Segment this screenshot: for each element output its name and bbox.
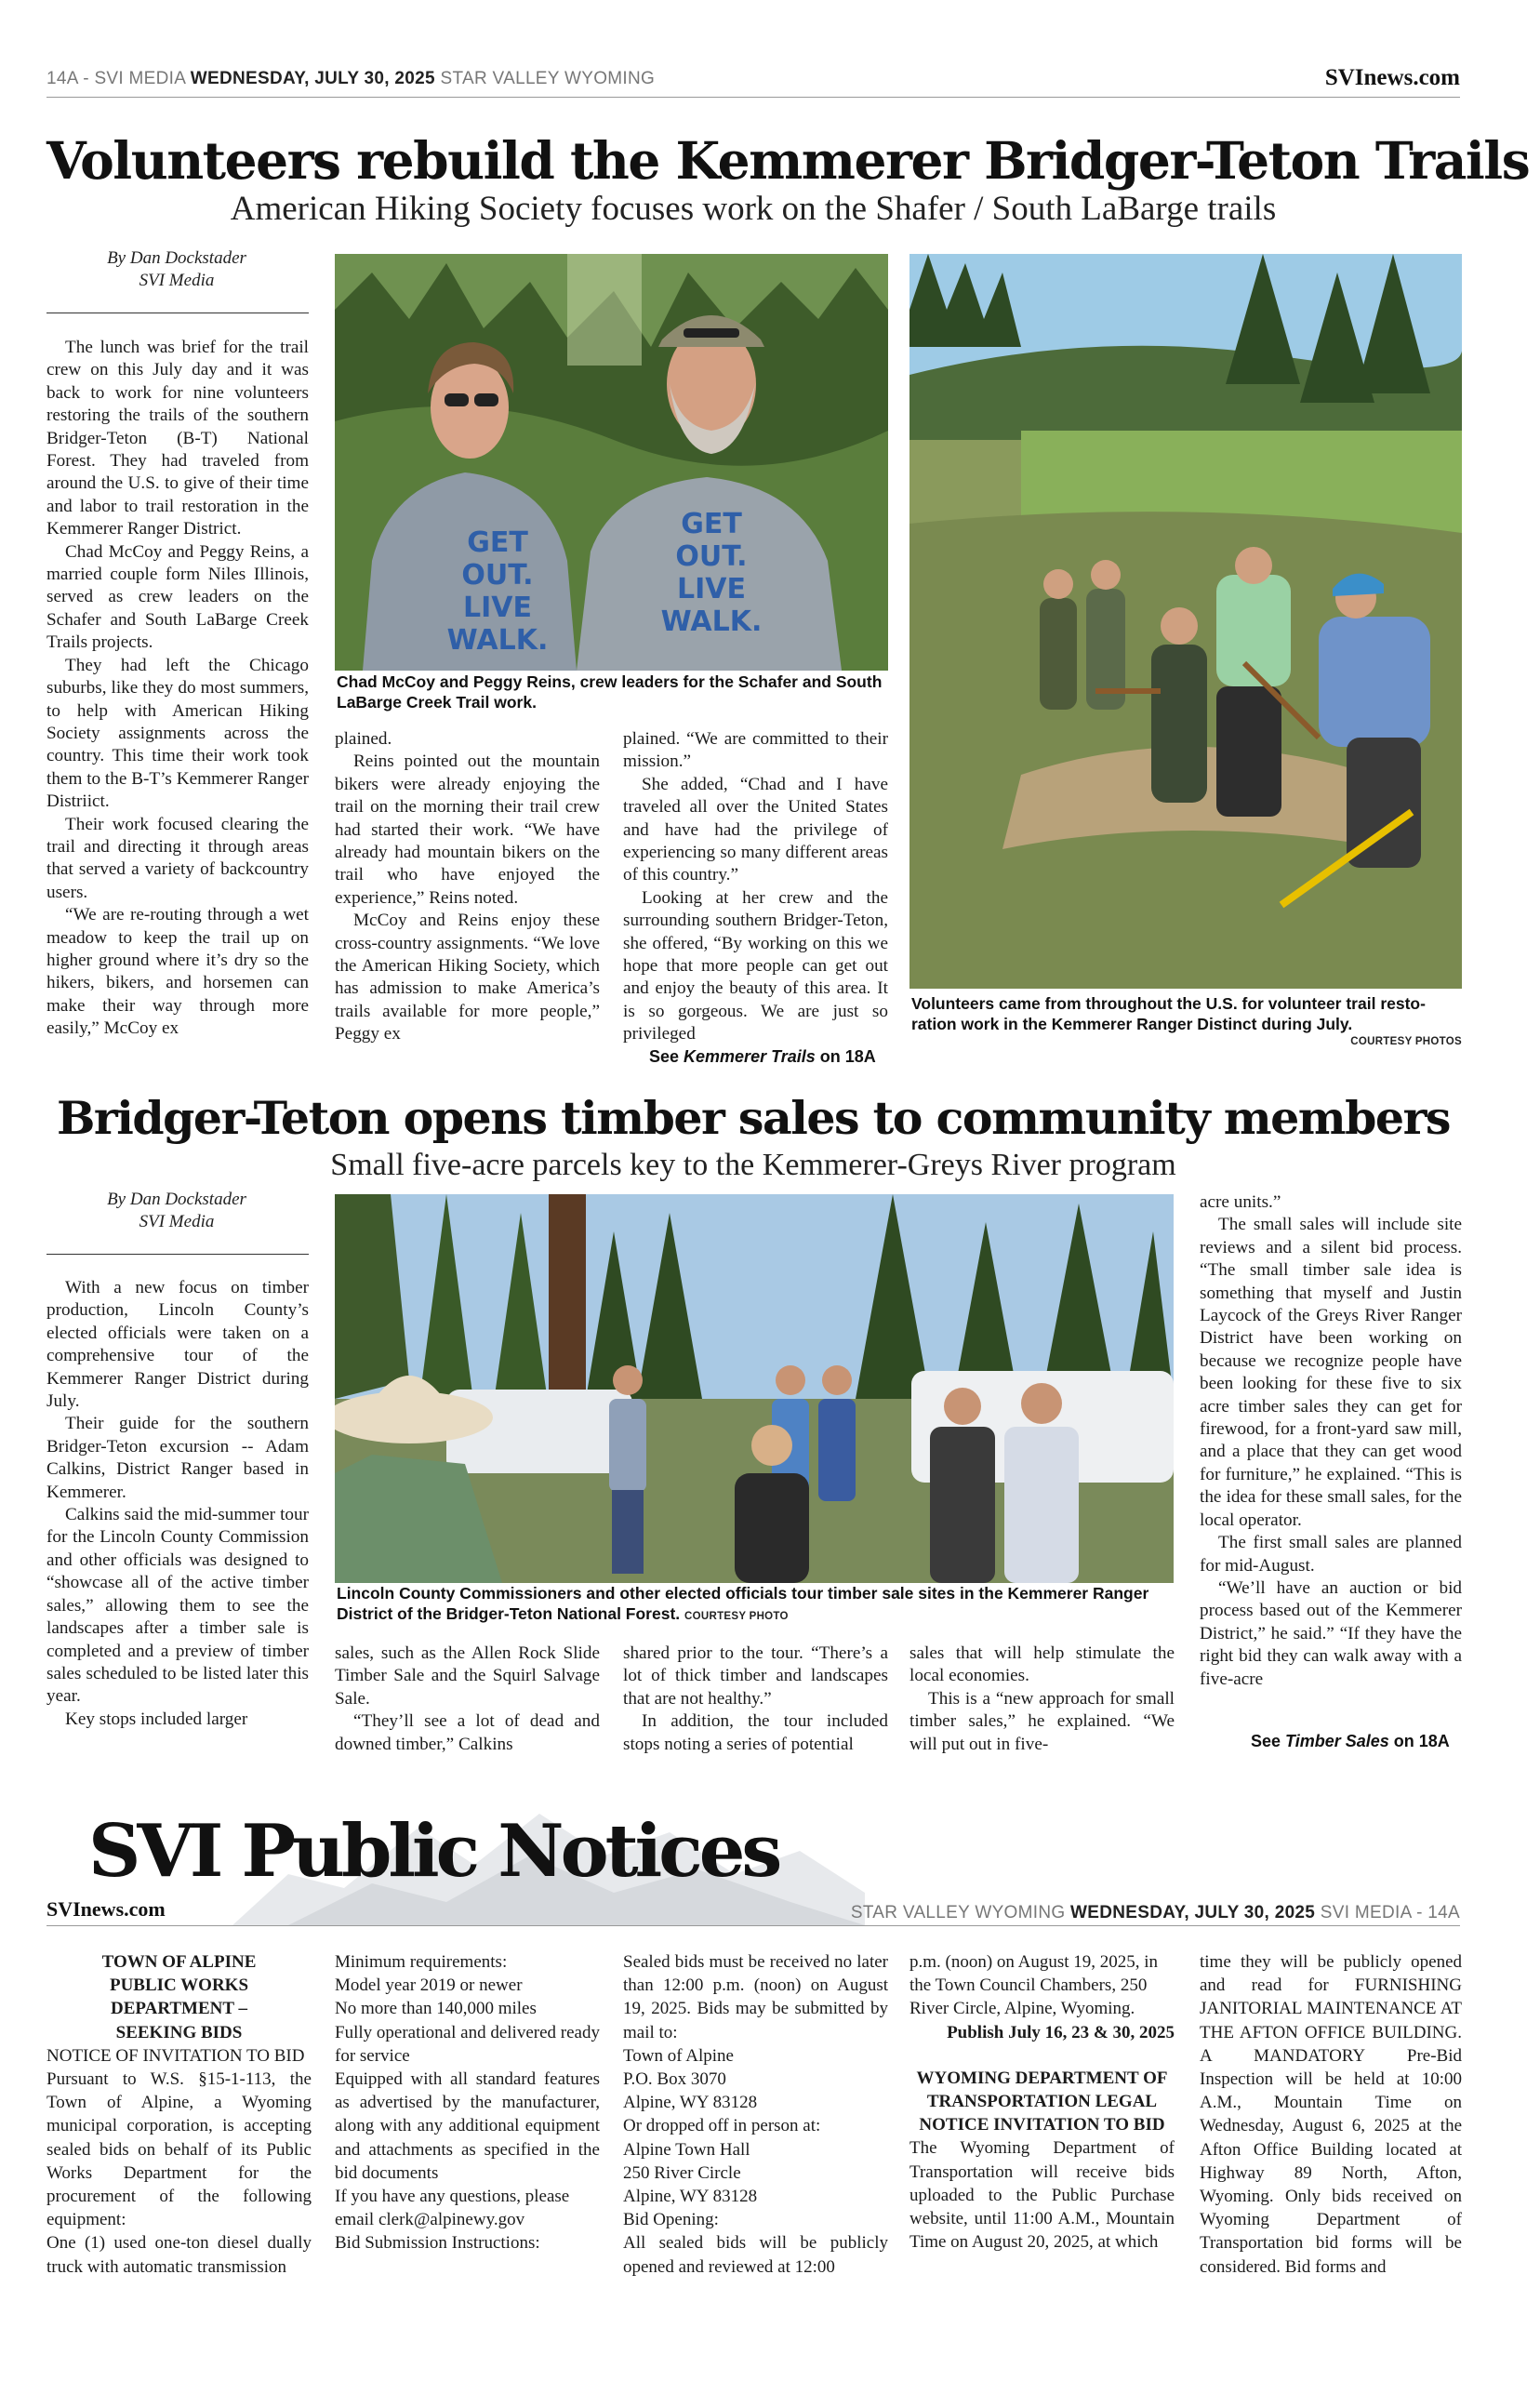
paragraph: With a new focus on timber production, Lincoln County’s elected officials were taken on a comprehensive tour of the Kemmerer Ranger District during July. xyxy=(46,1278,309,1412)
paragraph: She added, “Chad and I have traveled all over the United States and have had the privilege of experiencing so many different areas of this country.” xyxy=(623,774,888,885)
notice-paragraph: All sealed bids will be publicly opened and reviewed at 12:00 xyxy=(623,2233,888,2277)
story1-column-1 xyxy=(46,337,309,1041)
jump-prefix: See xyxy=(649,1047,684,1066)
photo-credit: COURTESY PHOTO xyxy=(684,1611,789,1622)
notice-paragraph: p.m. (noon) on August 19, 2025, in the Town Council Chambers, 250 River Circle, Alpine, Wyoming. xyxy=(909,1952,1159,2019)
folio-place: STAR VALLEY WYOMING xyxy=(440,69,656,88)
photo-timber-tour-caption xyxy=(337,1583,1174,1627)
paragraph: “We are re-routing through a wet meadow to keep the trail up on higher ground where it’s dry so the hikers, bikers, and horsemen can make their way through more easily,” McCoy ex xyxy=(46,905,309,1039)
notice-line: Alpine Town Hall xyxy=(623,2139,750,2160)
story1-subhead: American Hiking Society focuses work on the Shafer / South LaBarge trails xyxy=(230,190,1277,228)
paragraph: Calkins said the mid-summer tour for the Lincoln County Commission and other officials was designed to “showcase all of the active timber sales,” allowing them to see the landscapes after a timber sale is completed and a preview of timber sales scheduled to be listed later this year. xyxy=(46,1505,309,1707)
paragraph: McCoy and Reins enjoy these cross-country assignments. “We love the American Hiking Society, which has admission to make America’s trails available for more people,” Peggy ex xyxy=(335,911,600,1044)
photo-crew-leaders-caption: Chad McCoy and Peggy Reins, crew leaders for the Schafer and South LaBarge Creek Trail work. xyxy=(337,672,883,712)
notice-paragraph: time they will be publicly opened and read for FURNISHING JANITORIAL MAINTENANCE AT THE AFTON OFFICE BUILDING. A MANDATORY Pre-Bid Inspection will be held at 10:00 A.M., Mountain Time on Wednesday, August 6, 2025 at the Afton Office Building located at Highway 89 North, Afton, Wyoming. Only bids received on Wyoming Department of Transportation bid forms will be considered. Bid forms and xyxy=(1200,1952,1462,2277)
paragraph: “They’ll see a lot of dead and downed timber,” Calkins xyxy=(335,1711,600,1754)
story1-column-2 xyxy=(335,728,600,1046)
story2-headline: Bridger-Teton opens timber sales to community members xyxy=(57,1091,1450,1145)
paragraph: plained. xyxy=(335,729,392,749)
notice-line: Or dropped off in person at: xyxy=(623,2116,821,2136)
notice-paragraph: Equipped with all standard features as advertised by the manufacturer, along with any additional equipment and attachments as specified in the bid documents xyxy=(335,2069,600,2183)
notice-heading: TOWN OF ALPINE PUBLIC WORKS DEPARTMENT – SEEKING BIDS xyxy=(101,1952,257,2042)
paragraph: The lunch was brief for the trail crew on this July day and it was back to work for nine volunteers restoring the trails of the southern Bridger-Teton (B-T) National Forest. They had traveled from around the U.S. to give of their time and labor to trail restoration in the Kemmerer Ranger District. xyxy=(46,338,309,539)
paragraph: “We’ll have an auction or bid process based out of the Kemmerer District,” he said.” “If they have the right bid they can walk away with a five-acre xyxy=(1200,1577,1462,1689)
jump-suffix: on 18A xyxy=(815,1047,876,1066)
notice-line: If you have any questions, please email clerk@alpinewy.gov xyxy=(335,2187,570,2230)
notice-column-1 xyxy=(46,1950,312,2279)
public-notices-bar xyxy=(46,1897,1460,1926)
jump-prefix: See xyxy=(1251,1732,1286,1750)
photo-volunteers xyxy=(909,254,1462,989)
shirt-text-left-3: LIVE xyxy=(463,592,532,624)
story2-column-3 xyxy=(623,1643,888,1756)
notice-line: Alpine, WY 83128 xyxy=(623,2187,758,2207)
photo-crew-leaders xyxy=(335,254,888,671)
notice-line: Bid Submission Instructions: xyxy=(335,2233,540,2254)
notices-folio xyxy=(851,1903,1460,1923)
story1-column-3 xyxy=(623,728,888,1046)
notice-line: NOTICE OF INVITATION TO BID xyxy=(46,2045,305,2066)
byline-author: By Dan Dockstader xyxy=(107,248,246,268)
notice-column-5 xyxy=(1200,1950,1462,2279)
notice-column-3 xyxy=(623,1950,888,2279)
folio-date: WEDNESDAY, JULY 30, 2025 xyxy=(190,69,435,88)
story2-column-1 xyxy=(46,1277,309,1731)
notice-line: P.O. Box 3070 xyxy=(623,2069,726,2090)
byline-org: SVI Media xyxy=(139,271,215,290)
shirt-text-left-4: WALK. xyxy=(446,624,549,657)
photo-credit: COURTESY PHOTOS xyxy=(1350,1036,1462,1047)
notice-line: 250 River Circle xyxy=(623,2162,741,2183)
shirt-text-right-1: GET xyxy=(681,508,742,540)
notice-line: Alpine, WY 83128 xyxy=(623,2093,758,2113)
caption-text: Lincoln County Commissioners and other elected officials tour timber sale sites in the Kemmerer Ranger District of the Bridger-Teton National Forest. xyxy=(337,1584,1149,1623)
notice-line: Minimum requirements: xyxy=(335,1952,508,1972)
paragraph: shared prior to the tour. “There’s a lot of thick timber and landscapes that are not healthy.” xyxy=(623,1643,888,1709)
story1-byline xyxy=(46,247,307,292)
shirt-text-left-2: OUT. xyxy=(461,559,534,592)
byline-rule xyxy=(46,1254,309,1255)
shirt-text-left-1: GET xyxy=(467,526,528,559)
paragraph: In addition, the tour included stops noting a series of potential xyxy=(623,1711,888,1754)
paragraph: sales that will help stimulate the local economies. xyxy=(909,1643,1175,1686)
notices-site[interactable]: SVInews.com xyxy=(46,1897,166,1921)
story2-column-5 xyxy=(1200,1191,1462,1691)
notice-paragraph: The Wyoming Department of Transportation will receive bids uploaded to the Public Purchase website, until 11:00 A.M., Mountain Time on August 20, 2025, at which xyxy=(909,2138,1175,2253)
paragraph: acre units.” xyxy=(1200,1192,1281,1212)
shirt-text-right-4: WALK. xyxy=(660,605,763,638)
notice-column-4 xyxy=(909,1950,1175,2254)
notice-publish-dates: Publish July 16, 23 & 30, 2025 xyxy=(947,2022,1175,2042)
public-notices-title: SVI Public Notices xyxy=(88,1809,779,1894)
paragraph: Chad McCoy and Peggy Reins, a married couple form Niles Illinois, served as crew leaders on the Schafer and South LaBarge Creek Trails projects. xyxy=(46,541,309,653)
byline-author: By Dan Dockstader xyxy=(107,1190,246,1209)
story2-column-4 xyxy=(909,1643,1175,1756)
folio-page: 14A - SVI MEDIA xyxy=(46,69,186,88)
notice-heading: WYOMING DEPARTMENT OF TRANSPORTATION LEGAL NOTICE INVITATION TO BID xyxy=(916,2068,1168,2135)
paragraph: Key stops included larger xyxy=(65,1709,248,1729)
paragraph: sales, such as the Allen Rock Slide Timber Sale and the Squirl Salvage Sale. xyxy=(335,1643,600,1709)
story2-byline xyxy=(46,1189,307,1233)
photo-volunteers-caption xyxy=(911,993,1462,1034)
paragraph: This is a “new approach for small timber sales,” he explained. “We will put out in five- xyxy=(909,1688,1175,1754)
jump-suffix: on 18A xyxy=(1388,1732,1450,1750)
jump-name: Kemmerer Trails xyxy=(684,1047,816,1066)
notice-line: Bid Opening: xyxy=(623,2210,719,2230)
story1-headline: Volunteers rebuild the Kemmerer Bridger-Teton Trails xyxy=(46,130,1530,191)
folio-left xyxy=(46,69,655,89)
notice-line: Town of Alpine xyxy=(623,2045,734,2066)
paragraph: The small sales will include site reviews and a silent bid process. “The small timber sale idea is something that myself and Justin Laycock of the Greys River Ranger District have been working on because we recognize people have been looking for these five to six acre timber sales they can get for firewood, for a front-yard saw mill, and a place that they can get wood for furniture,” he explained. “This is the idea for these small sales, for the local operator. xyxy=(1200,1215,1462,1530)
notices-place: STAR VALLEY WYOMING xyxy=(850,1903,1066,1922)
notice-paragraph: Sealed bids must be received no later than 12:00 p.m. (noon) on August 19, 2025. Bids may be submitted by mail to: xyxy=(623,1952,888,2042)
caption-text: Volunteers came from throughout the U.S. for volunteer trail restoration work in the Kemmerer Ranger Distinct during July. xyxy=(911,994,1426,1033)
paragraph: plained. “We are committed to their mission.” xyxy=(623,729,888,772)
notices-date: WEDNESDAY, JULY 30, 2025 xyxy=(1070,1903,1316,1922)
story2-column-2 xyxy=(335,1643,600,1756)
notice-paragraph: Pursuant to W.S. §15-1-113, the Town of Alpine, a Wyoming municipal corporation, is accepting sealed bids on behalf of its Public Works Department for the procurement of the following equipment: xyxy=(46,2069,312,2230)
jump-name: Timber Sales xyxy=(1285,1732,1389,1750)
story1-jump-line[interactable] xyxy=(649,1047,876,1067)
story2-subhead: Small five-acre parcels key to the Kemmerer-Greys River program xyxy=(330,1148,1176,1182)
folio-site[interactable]: SVInews.com xyxy=(1324,65,1460,90)
notice-line: Model year 2019 or newer xyxy=(335,1975,523,1996)
paragraph: The first small sales are planned for mid-August. xyxy=(1200,1533,1462,1576)
notice-paragraph: Fully operational and delivered ready for service xyxy=(335,2022,600,2066)
shirt-text-right-3: LIVE xyxy=(677,573,746,605)
paragraph: Looking at her crew and the surrounding southern Bridger-Teton, she offered, “By working on this we hope that more people can get out and enjoy the beauty of this area. It is so gorgeous. We are just so privileged xyxy=(623,887,888,1044)
paragraph: Their work focused clearing the trail and directing it through areas that served a variety of backcountry users. xyxy=(46,814,309,902)
paragraph: Their guide for the southern Bridger-Teton excursion -- Adam Calkins, District Ranger based in Kemmerer. xyxy=(46,1414,309,1502)
page-folio xyxy=(46,65,1460,98)
notice-line: No more than 140,000 miles xyxy=(335,1999,537,2019)
notice-paragraph: One (1) used one-ton diesel dually truck with automatic transmission xyxy=(46,2233,312,2277)
byline-org: SVI Media xyxy=(139,1212,215,1231)
notices-page: SVI MEDIA - 14A xyxy=(1320,1903,1460,1922)
shirt-text-right-2: OUT. xyxy=(675,540,748,573)
paragraph: They had left the Chicago suburbs, like they do most summers, to help with American Hiking Society assignments across the country. This time their work took them to the B-T’s Kemmerer Ranger Distriict. xyxy=(46,655,309,812)
photo-timber-tour xyxy=(335,1194,1174,1583)
story2-jump-line[interactable] xyxy=(1251,1732,1450,1751)
paragraph: Reins pointed out the mountain bikers were already enjoying the trail on the morning their trail crew had started their work. “We have already had mountain bikers on the trail who have enjoyed the experience,” Reins noted. xyxy=(335,752,600,908)
notice-column-2 xyxy=(335,1950,600,2255)
